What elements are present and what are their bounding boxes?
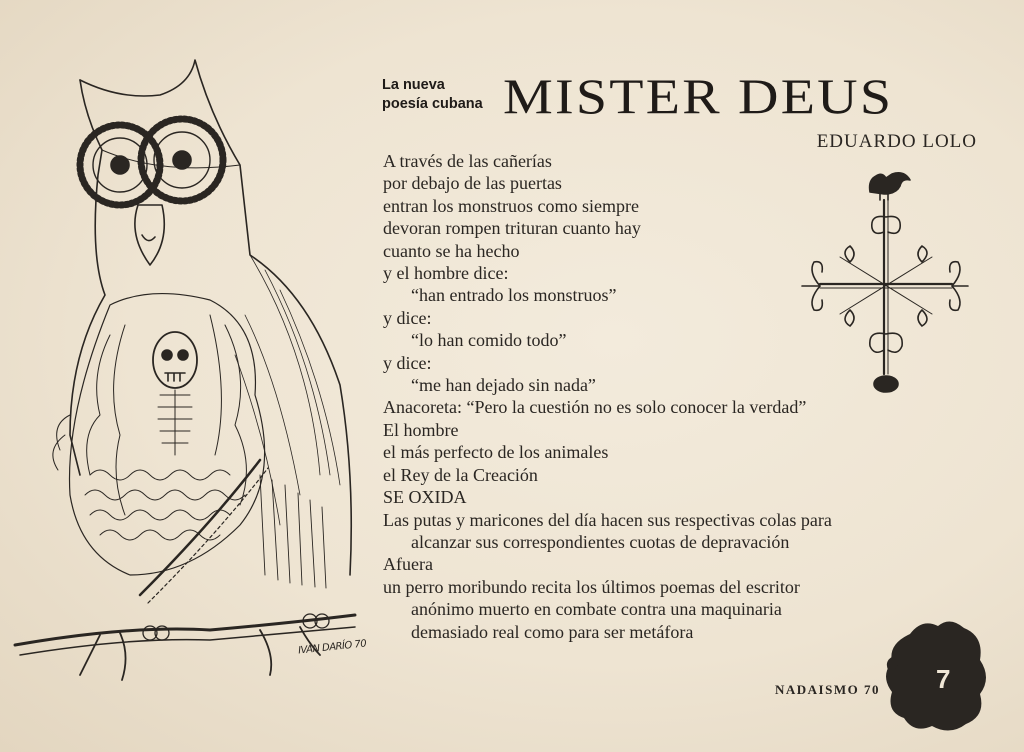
weathervane-cross-icon (800, 162, 970, 402)
poem-line: “lo han comido todo” (411, 330, 567, 351)
poem-line: el más perfecto de los animales (383, 442, 609, 463)
poem-line: A través de las cañerías (383, 151, 552, 171)
poem-line: “han entrado los monstruos” (411, 285, 617, 306)
poem-line: “me han dejado sin nada” (411, 375, 596, 396)
poem-line: por debajo de las puertas (383, 173, 562, 194)
poem-line: el Rey de la Creación (383, 464, 538, 485)
poem-line: y el hombre dice: (383, 263, 509, 284)
kicker-line-1: La nueva (382, 77, 445, 93)
kicker-line-2: poesía cubana (382, 96, 483, 112)
poem-line: Las putas y maricones del día hacen sus respectivas colas para (383, 509, 832, 530)
page-number-blob (880, 616, 990, 734)
poem-line: un perro moribundo recita los últimos poemas del escritor (383, 576, 800, 597)
poem-line: El hombre (383, 419, 459, 440)
poem-line: y dice: (383, 307, 432, 328)
poem-line: Anacoreta: “Pero la cuestión no es solo conocer la verdad” (383, 397, 807, 418)
section-kicker (382, 76, 483, 114)
owl-skeleton-illustration (10, 55, 365, 695)
page-number: 7 (936, 664, 951, 694)
poem-line: y dice: (383, 352, 432, 373)
artist-signature: IVÁN DARÍO 70 (297, 638, 367, 657)
poem-line: demasiado real como para ser metáfora (411, 621, 694, 642)
magazine-issue-label: NADAISMO 70 (775, 682, 880, 697)
poem-line: SE OXIDA (383, 487, 467, 508)
poem-line: entran los monstruos como siempre (383, 195, 639, 216)
poem-author: EDUARDO LOLO (816, 131, 977, 152)
poem-line: cuanto se ha hecho (383, 240, 520, 261)
poem-line: devoran rompen trituran cuanto hay (383, 218, 641, 239)
poem-line: anónimo muerto en combate contra una maquinaria (411, 599, 782, 620)
poem-line: alcanzar sus correspondientes cuotas de depravación (411, 531, 790, 552)
poem-line: Afuera (383, 554, 433, 575)
poem-title: MISTER DEUS (503, 68, 894, 124)
